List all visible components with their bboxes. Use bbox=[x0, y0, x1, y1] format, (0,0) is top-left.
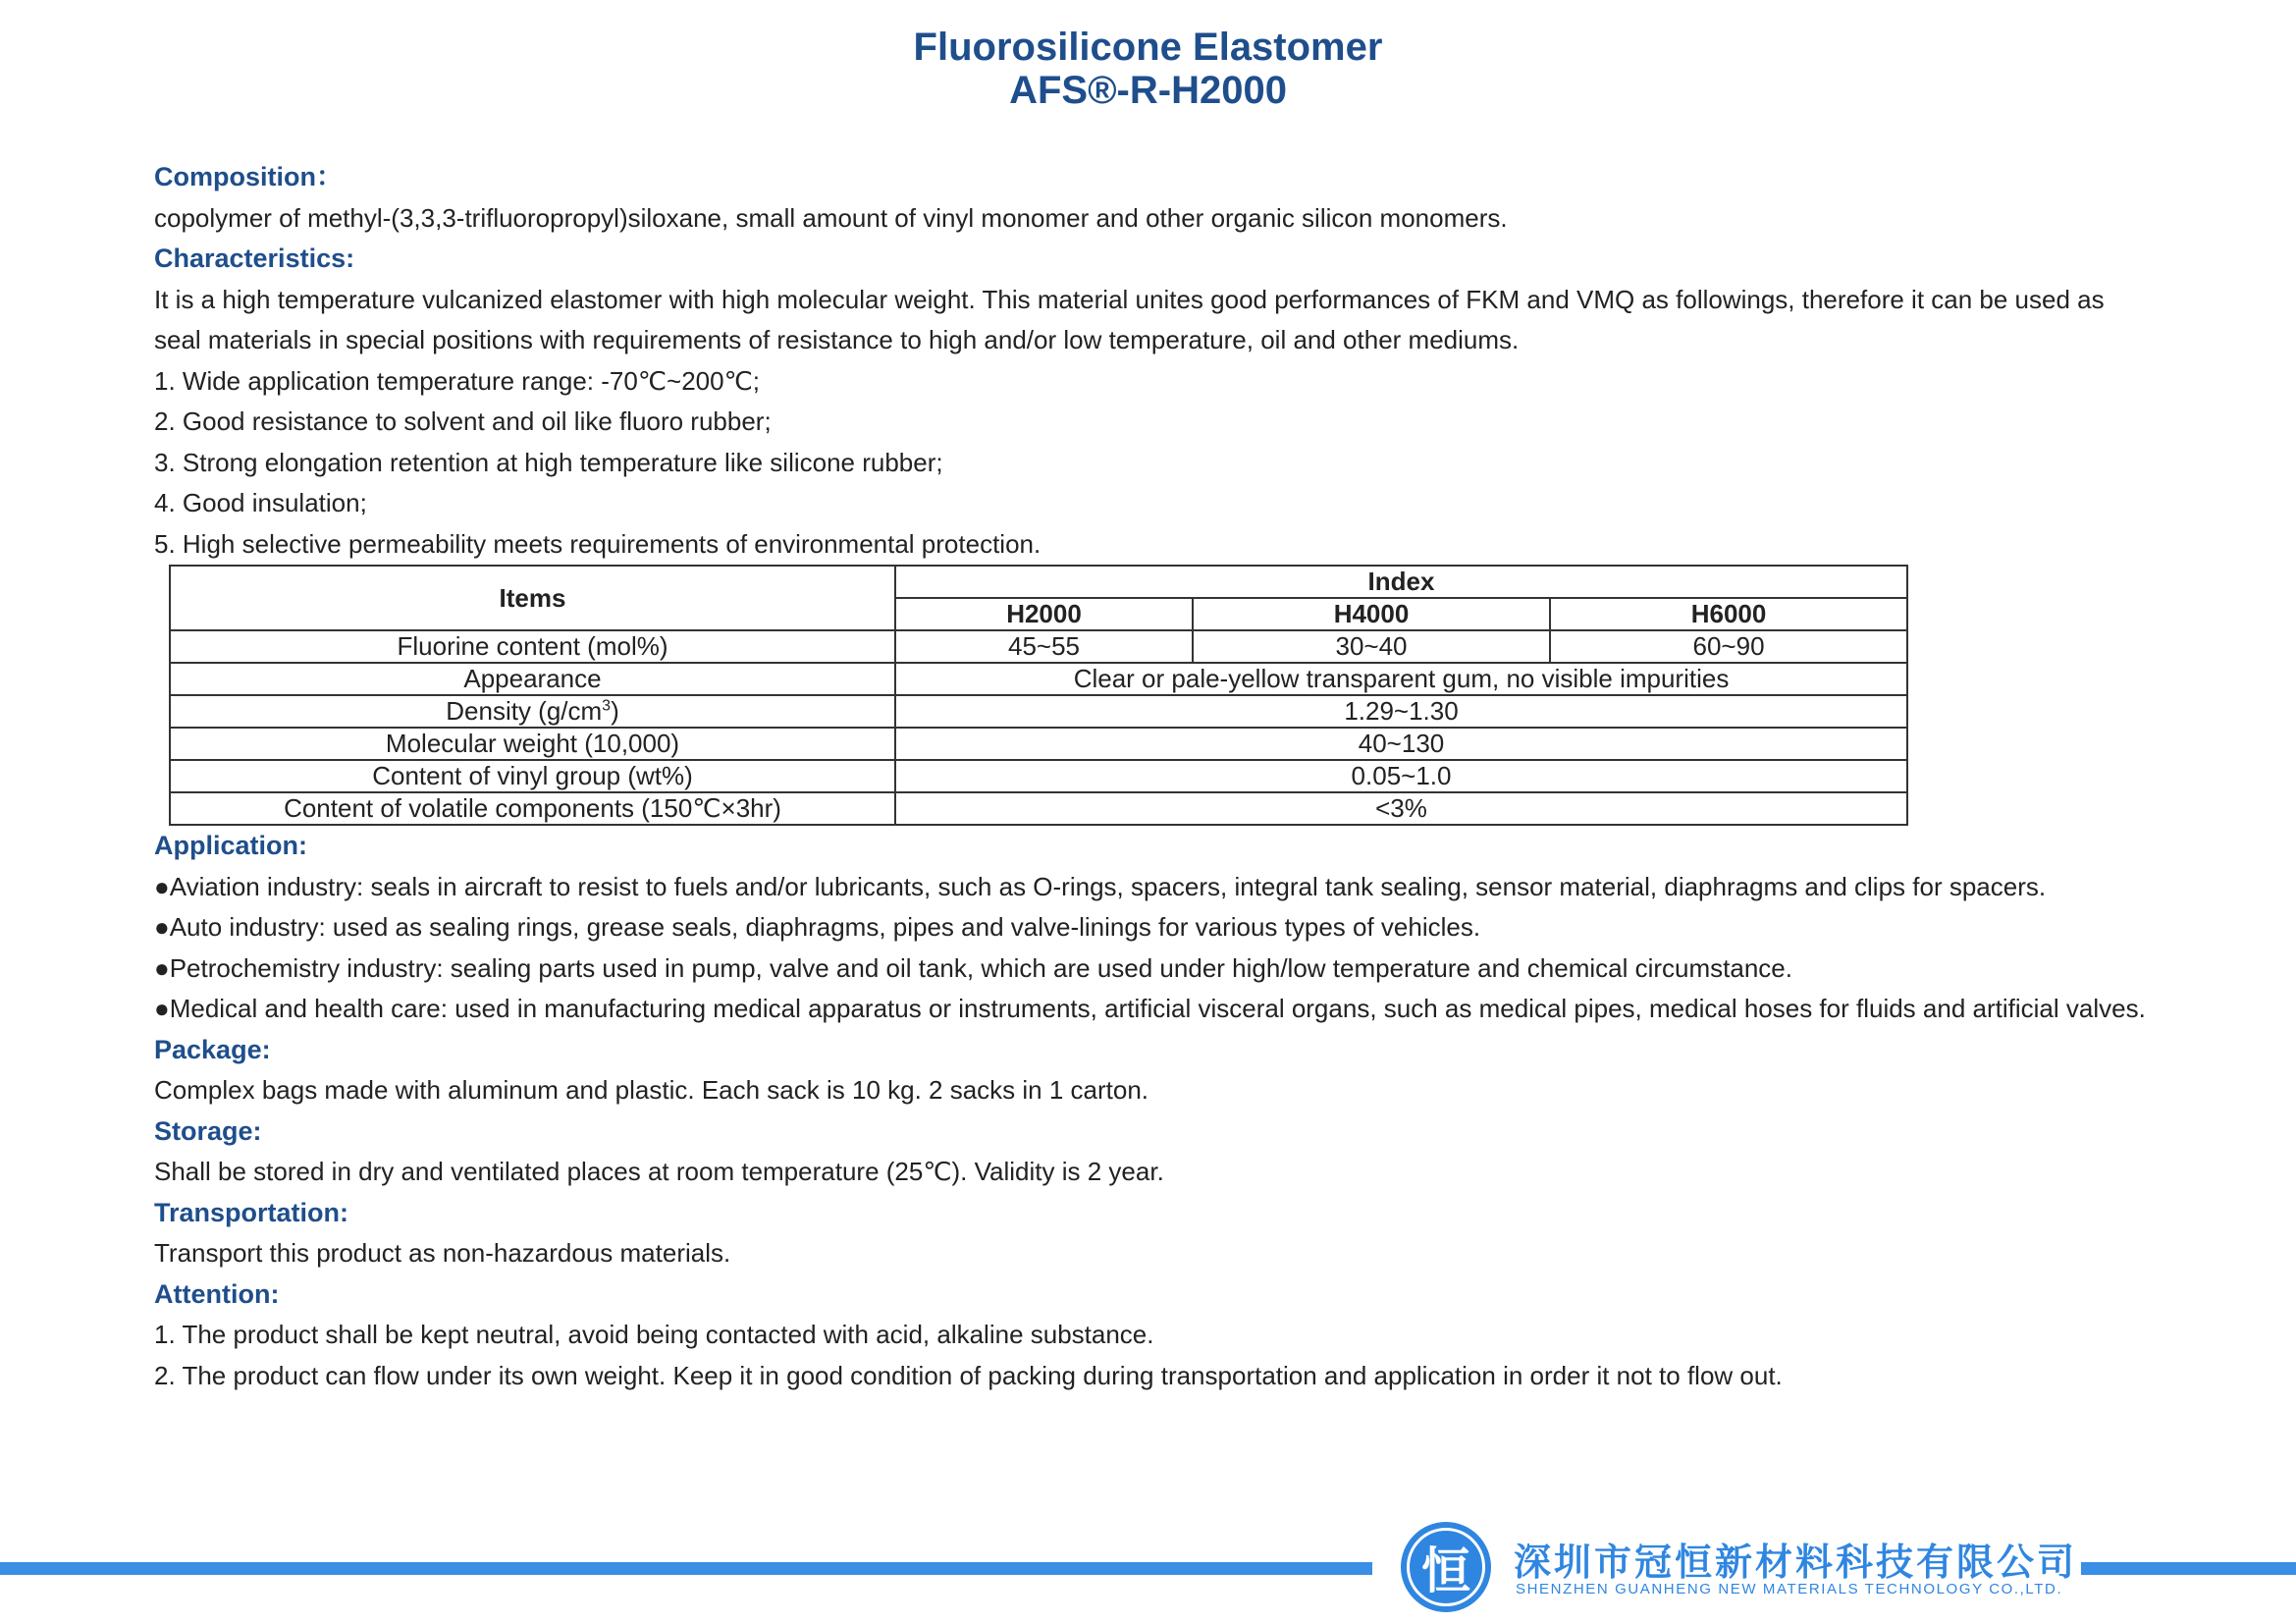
density-label-text: Density (g/cm bbox=[446, 696, 603, 726]
appearance-label: Appearance bbox=[170, 663, 895, 695]
molecular-weight-value: 40~130 bbox=[895, 728, 1907, 760]
characteristics-intro: It is a high temperature vulcanized elastomer with high molecular weight. This material unites good performances of FKM and VMQ as followings, therefore it can be used as seal materials in special positions with requirements of resistance to high and/or low temperature, oil and other mediums. bbox=[154, 284, 2105, 354]
molecular-weight-label: Molecular weight (10,000) bbox=[170, 728, 895, 760]
table-row bbox=[170, 695, 1907, 728]
company-name-chinese: 深圳市冠恒新材料科技有限公司 bbox=[1514, 1541, 2078, 1584]
density-label-close: ) bbox=[611, 696, 619, 726]
attention-heading: Attention: bbox=[154, 1278, 280, 1309]
vinyl-value: 0.05~1.0 bbox=[895, 760, 1907, 792]
density-label bbox=[170, 695, 895, 728]
grade-header-h2000: H2000 bbox=[895, 598, 1193, 630]
fluorine-h4000: 30~40 bbox=[1193, 630, 1550, 663]
characteristic-item: 4. Good insulation; bbox=[154, 488, 367, 517]
transportation-heading: Transportation: bbox=[154, 1197, 349, 1227]
product-family-title: Fluorosilicone Elastomer bbox=[913, 26, 1383, 69]
application-item: ●Auto industry: used as sealing rings, grease seals, diaphragms, pipes and valve-linings for various types of vehicles. bbox=[154, 912, 1481, 942]
characteristic-item: 2. Good resistance to solvent and oil like fluoro rubber; bbox=[154, 406, 772, 436]
characteristic-item: 5. High selective permeability meets requirements of environmental protection. bbox=[154, 528, 1041, 559]
document-title bbox=[0, 26, 2296, 112]
items-header: Items bbox=[170, 566, 895, 630]
fluorine-h2000: 45~55 bbox=[895, 630, 1193, 663]
composition-heading: Composition： bbox=[154, 162, 343, 191]
grade-header-h6000: H6000 bbox=[1550, 598, 1907, 630]
application-item: ●Petrochemistry industry: sealing parts used in pump, valve and oil tank, which are used under high/low temperature and chemical circumstance. bbox=[154, 952, 1792, 983]
fluorine-label: Fluorine content (mol%) bbox=[170, 630, 895, 663]
storage-heading: Storage: bbox=[154, 1115, 262, 1146]
characteristics-heading: Characteristics: bbox=[154, 244, 355, 273]
footer-divider-left bbox=[0, 1562, 1372, 1575]
application-heading: Application: bbox=[154, 831, 307, 860]
transportation-text: Transport this product as non-hazardous materials. bbox=[154, 1238, 731, 1268]
fluorine-h6000: 60~90 bbox=[1550, 630, 1907, 663]
application-item: ●Medical and health care: used in manufacturing medical apparatus or instruments, artificial visceral organs, such as medical pipes, medical hoses for fluids and artificial valves. bbox=[154, 994, 2146, 1023]
specification-table bbox=[169, 565, 1908, 826]
attention-item: 2. The product can flow under its own weight. Keep it in good condition of packing during transportation and application in order it not to flow out. bbox=[154, 1360, 1783, 1390]
density-label-superscript: 3 bbox=[602, 697, 612, 715]
table-row bbox=[170, 760, 1907, 792]
table-row bbox=[170, 792, 1907, 825]
product-grade-title: AFS®-R-H2000 bbox=[1009, 69, 1287, 112]
footer-divider-right bbox=[2081, 1562, 2296, 1575]
grade-header-h4000: H4000 bbox=[1193, 598, 1550, 630]
index-header: Index bbox=[895, 566, 1907, 598]
company-logo-icon bbox=[1401, 1522, 1491, 1612]
appearance-value: Clear or pale-yellow transparent gum, no visible impurities bbox=[895, 663, 1907, 695]
volatile-label: Content of volatile components (150℃×3hr) bbox=[170, 792, 895, 825]
attention-item: 1. The product shall be kept neutral, avoid being contacted with acid, alkaline substance. bbox=[154, 1320, 1154, 1349]
storage-text: Shall be stored in dry and ventilated places at room temperature (25℃). Validity is 2 year. bbox=[154, 1157, 1164, 1186]
characteristic-item: 1. Wide application temperature range: -70℃~200℃; bbox=[154, 365, 761, 396]
datasheet-body bbox=[154, 157, 2157, 1396]
company-name-english: SHENZHEN GUANHENG NEW MATERIALS TECHNOLOGY CO.,LTD. bbox=[1516, 1581, 2063, 1597]
company-logo-mark: 恒 bbox=[1407, 1528, 1485, 1606]
package-heading: Package: bbox=[154, 1034, 271, 1064]
package-text: Complex bags made with aluminum and plastic. Each sack is 10 kg. 2 sacks in 1 carton. bbox=[154, 1075, 1149, 1105]
table-row bbox=[170, 630, 1907, 663]
volatile-value: <3% bbox=[895, 792, 1907, 825]
table-header-row bbox=[170, 566, 1907, 598]
characteristic-item: 3. Strong elongation retention at high temperature like silicone rubber; bbox=[154, 447, 943, 477]
vinyl-label: Content of vinyl group (wt%) bbox=[170, 760, 895, 792]
table-row bbox=[170, 663, 1907, 695]
density-value: 1.29~1.30 bbox=[895, 695, 1907, 728]
application-item: ●Aviation industry: seals in aircraft to resist to fuels and/or lubricants, such as O-rings, spacers, integral tank sealing, sensor material, diaphragms and clips for spacers. bbox=[154, 871, 2047, 901]
composition-text: copolymer of methyl-(3,3,3-trifluoropropyl)siloxane, small amount of vinyl monomer and other organic silicon monomers. bbox=[154, 202, 1508, 233]
table-row bbox=[170, 728, 1907, 760]
